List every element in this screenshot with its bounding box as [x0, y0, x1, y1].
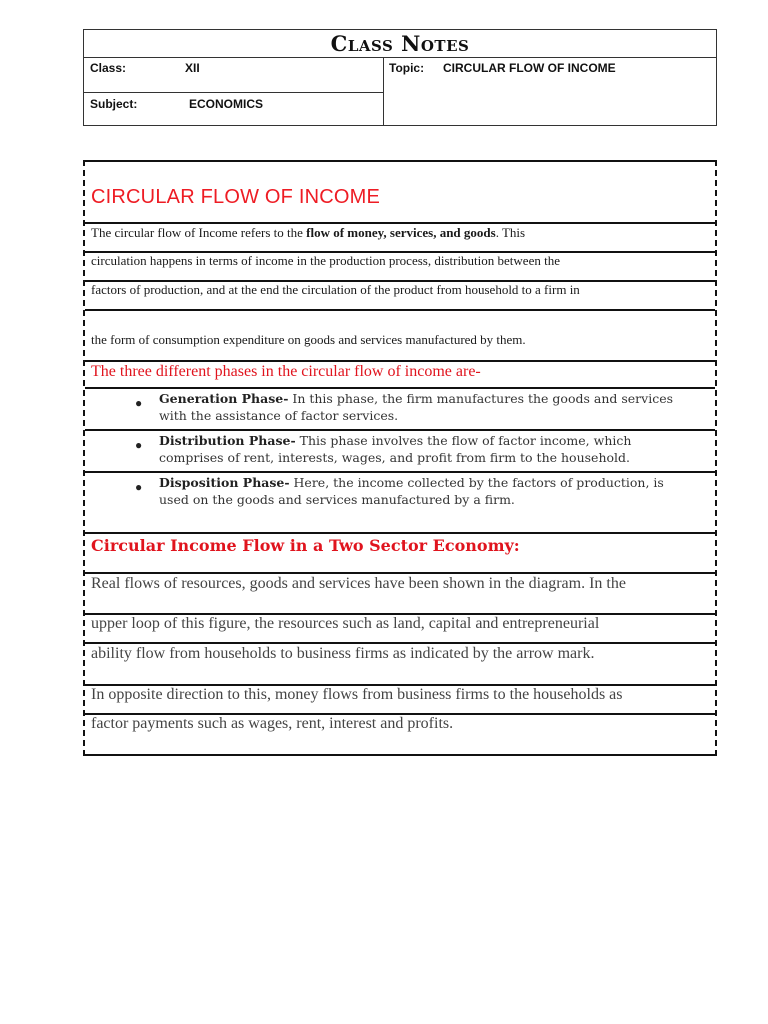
- phase-text: Generation Phase- In this phase, the firm manufactures the goods and services with the assistance of factor services.: [159, 391, 674, 423]
- intro-row-2: [85, 253, 715, 282]
- bullet-icon: ●: [135, 438, 143, 452]
- title-row: [85, 162, 715, 224]
- two-sector-line-4: In opposite direction to this, money flows from business firms to the households as: [91, 686, 623, 703]
- two-sector-line-2: upper loop of this figure, the resources such as land, capital and entrepreneurial: [91, 615, 600, 632]
- header-left-column: [84, 58, 384, 126]
- two-sector-row-2: [85, 615, 715, 644]
- two-sector-line-5: factor payments such as wages, rent, interest and profits.: [91, 715, 454, 732]
- two-sector-row-1: [85, 574, 715, 615]
- intro-row-4: [85, 311, 715, 362]
- class-label: Class:: [90, 61, 127, 75]
- phase-text: Distribution Phase- This phase involves the flow of factor income, which comprises of rent, interests, wages, and profit from firm to the household.: [159, 433, 632, 465]
- page-title: Class Notes: [84, 30, 716, 58]
- class-value: XII: [185, 61, 200, 75]
- class-notes-header: [83, 29, 717, 126]
- notes-content-box: [83, 160, 717, 756]
- intro-bold-phrase: flow of money, services, and goods: [306, 225, 496, 240]
- topic-label: Topic:: [389, 61, 425, 75]
- subject-label: Subject:: [90, 97, 138, 111]
- phase-item-distribution: [85, 431, 715, 473]
- intro-row-1: [85, 224, 715, 253]
- phases-heading-row: [85, 362, 715, 389]
- phase-item-disposition: [85, 473, 715, 534]
- two-sector-heading: Circular Income Flow in a Two Sector Economy:: [91, 536, 520, 555]
- section-title: CIRCULAR FLOW OF INCOME: [91, 186, 381, 208]
- phases-heading: The three different phases in the circular flow of income are-: [91, 363, 481, 380]
- phase-text: Disposition Phase- Here, the income collected by the factors of production, is used on the goods and services manufactured by a firm.: [159, 475, 664, 507]
- intro-line-4: the form of consumption expenditure on goods and services manufactured by them.: [91, 332, 526, 347]
- subject-value: ECONOMICS: [189, 97, 264, 111]
- two-sector-row-4: [85, 686, 715, 715]
- header-info-row: [84, 58, 716, 126]
- phase-item-generation: [85, 389, 715, 431]
- subject-cell: [84, 93, 383, 126]
- two-sector-row-5: [85, 715, 715, 754]
- intro-line-3: factors of production, and at the end the circulation of the product from household to a firm in: [91, 282, 580, 297]
- intro-line-1: The circular flow of Income refers to the flow of money, services, and goods. This: [91, 225, 526, 240]
- bullet-icon: ●: [135, 480, 143, 494]
- two-sector-row-3: [85, 644, 715, 686]
- intro-row-3: [85, 282, 715, 311]
- two-sector-heading-row: [85, 534, 715, 574]
- topic-value: CIRCULAR FLOW OF INCOME: [443, 61, 616, 75]
- intro-line-2: circulation happens in terms of income in the production process, distribution between the: [91, 253, 560, 268]
- bullet-icon: ●: [135, 396, 143, 410]
- topic-cell: [384, 58, 716, 126]
- two-sector-line-1: Real flows of resources, goods and services have been shown in the diagram. In the: [91, 575, 626, 592]
- two-sector-line-3: ability flow from households to business firms as indicated by the arrow mark.: [91, 645, 595, 662]
- class-cell: [84, 58, 383, 93]
